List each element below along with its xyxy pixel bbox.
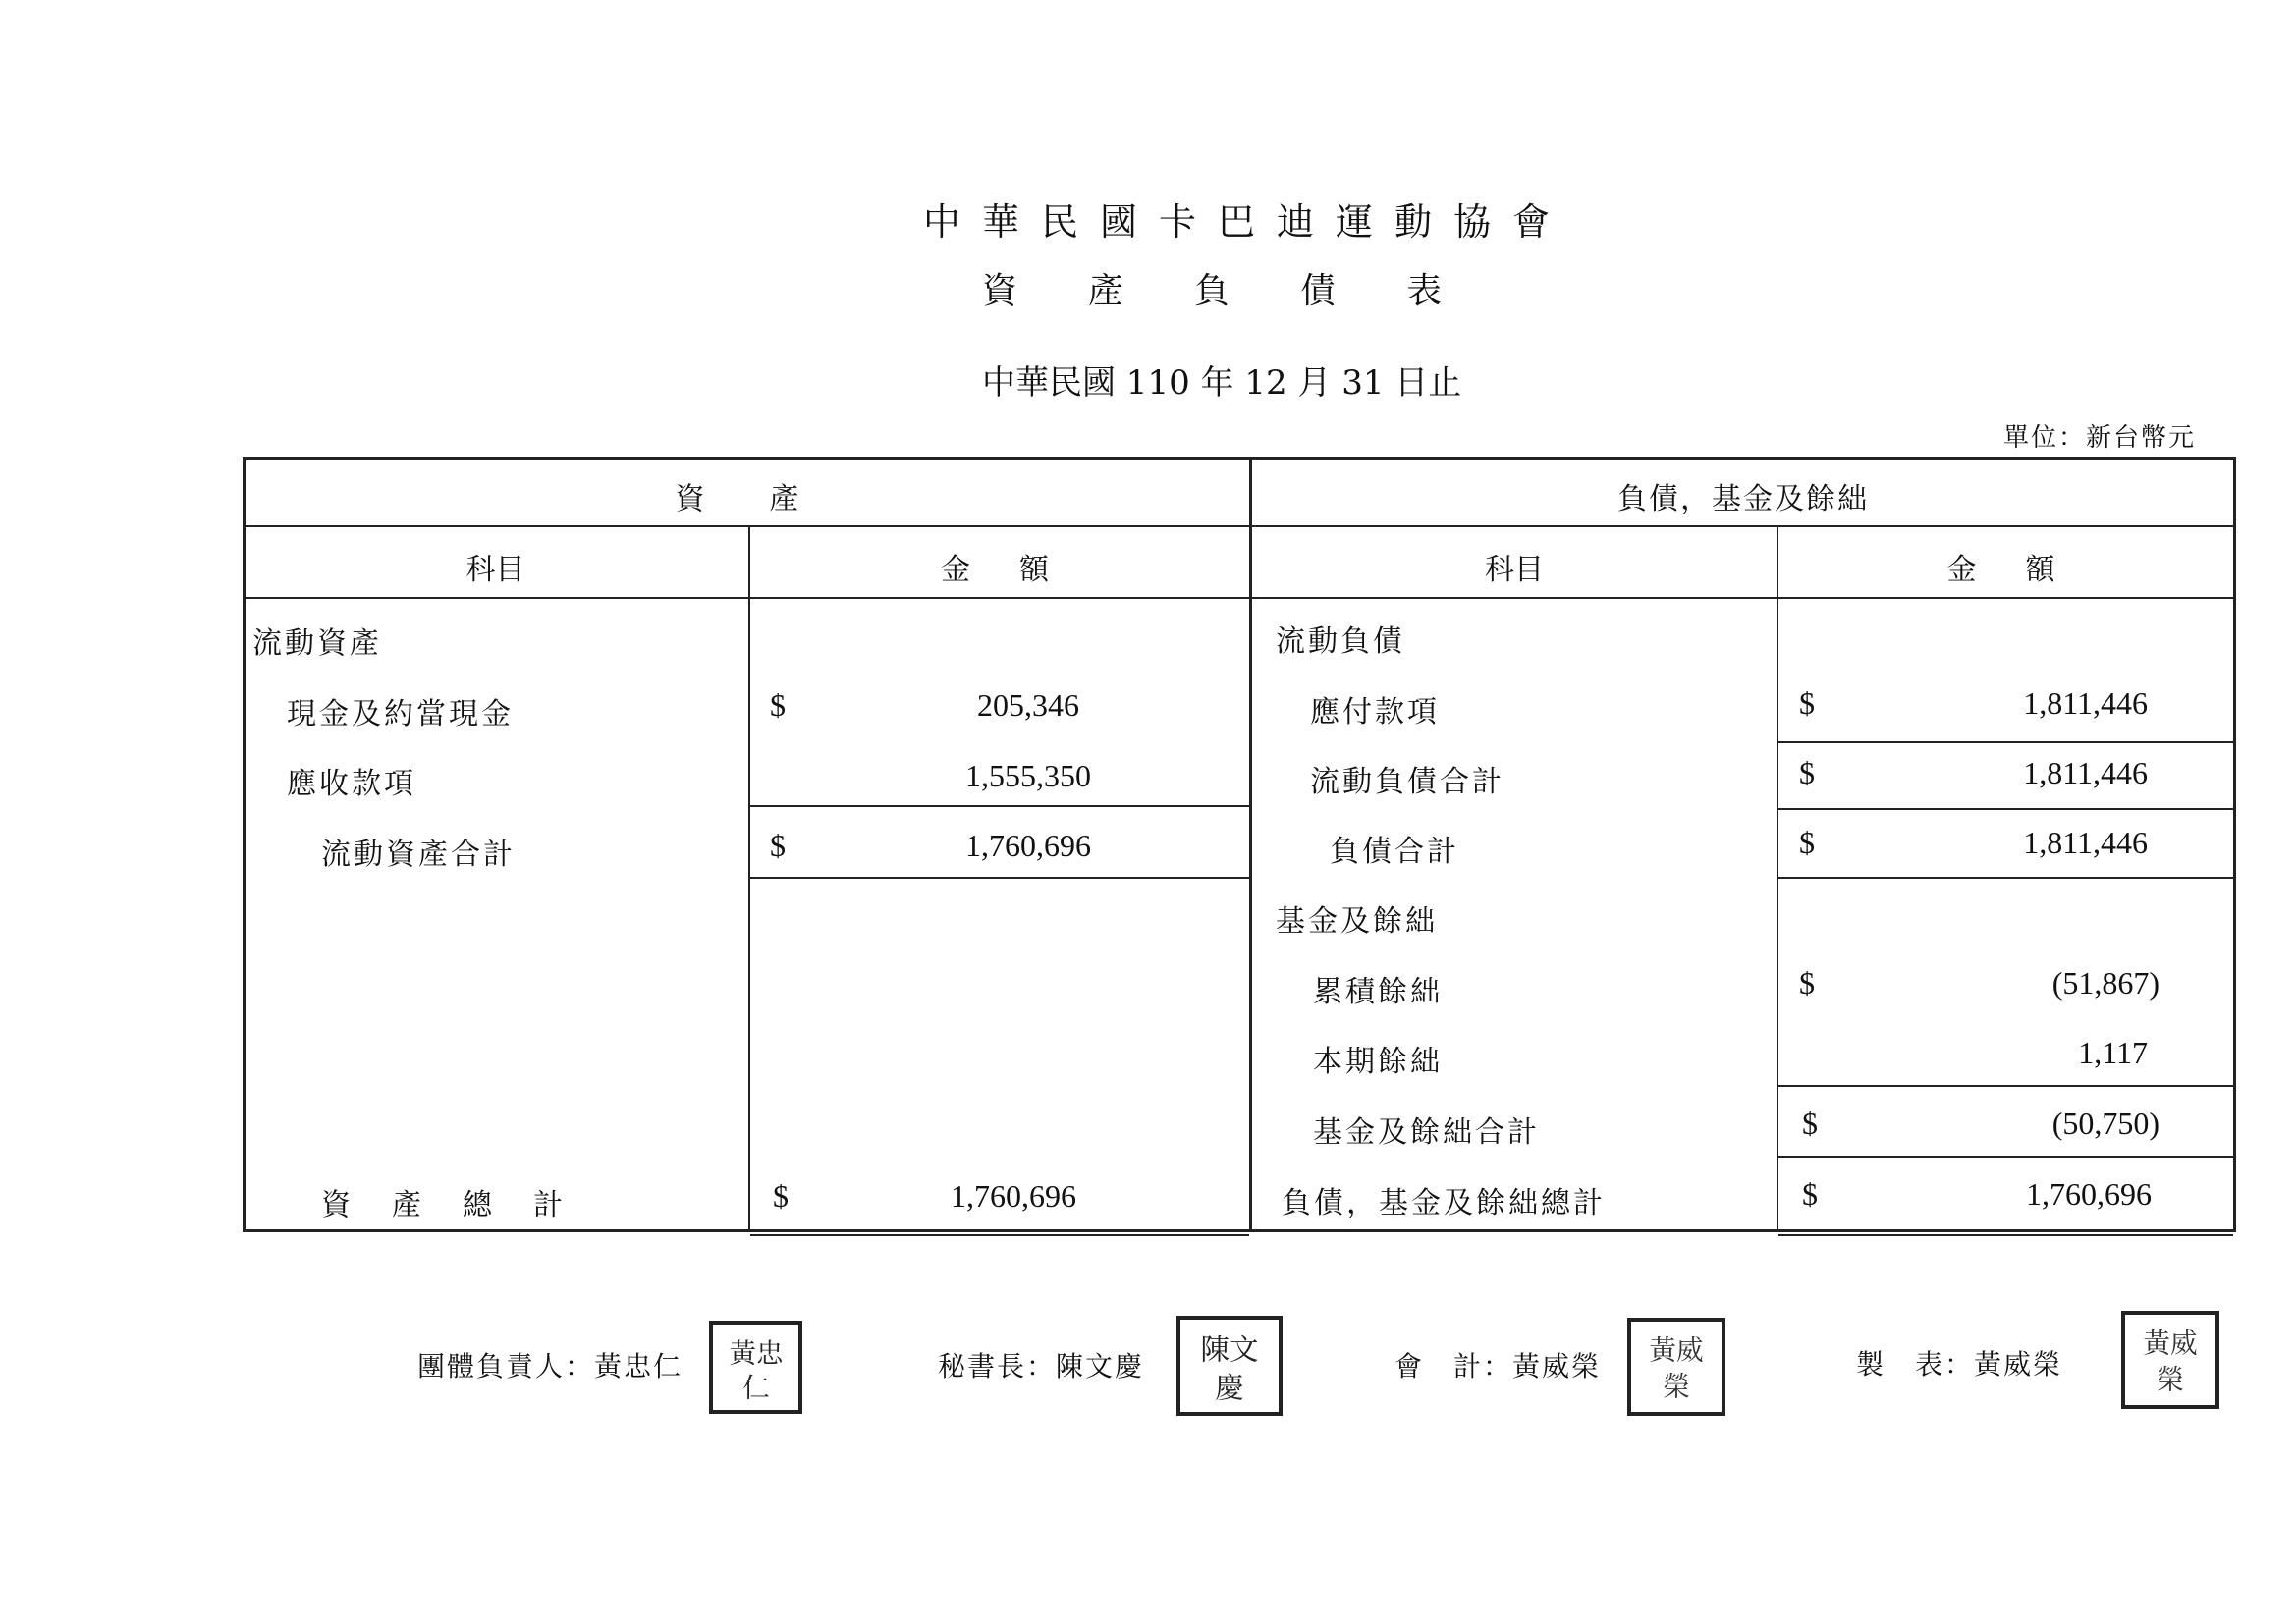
assets-grand-total-double-line bbox=[750, 1234, 1249, 1236]
assets-receivable-underline bbox=[750, 805, 1249, 807]
liabilities-total-amount: 1,811,446 bbox=[2023, 825, 2148, 860]
currency-unit: 單位：新台幣元 bbox=[2003, 423, 2197, 453]
accumulated-balance-amount: (51,867) bbox=[2051, 965, 2159, 1001]
liab-amount-col-divider bbox=[1777, 527, 1778, 1232]
svg-text:慶: 慶 bbox=[1215, 1371, 1244, 1405]
liabilities-total-dollar: $ bbox=[1799, 825, 1815, 860]
current-assets-total-dollar: $ bbox=[770, 828, 786, 863]
current-liabilities-label: 流動負債 bbox=[1276, 624, 1405, 659]
fund-balance-label: 基金及餘絀 bbox=[1276, 904, 1438, 939]
accumulated-balance-dollar: $ bbox=[1799, 965, 1815, 1001]
preparer-seal bbox=[2121, 1311, 2219, 1409]
table-border-bottom bbox=[243, 1229, 2236, 1232]
svg-text:黃忠: 黃忠 bbox=[729, 1338, 784, 1370]
accountant-seal bbox=[1627, 1318, 1725, 1416]
current-liabilities-total-amount: 1,811,446 bbox=[2023, 755, 2148, 790]
assets-subject-header: 科目 bbox=[465, 553, 525, 587]
fund-balance-total-label: 基金及餘絀合計 bbox=[1313, 1115, 1540, 1150]
accumulated-balance-label: 累積餘絀 bbox=[1313, 975, 1443, 1009]
svg-text:陳文: 陳文 bbox=[1200, 1332, 1259, 1367]
liab-fund-total-underline bbox=[1778, 1156, 2233, 1158]
current-liabilities-total-label: 流動負債合計 bbox=[1310, 765, 1504, 799]
liabilities-grand-total-label: 負債，基金及餘絀總計 bbox=[1282, 1186, 1606, 1220]
column-header-divider bbox=[243, 597, 2236, 599]
fund-balance-total-dollar: $ bbox=[1802, 1106, 1818, 1141]
cash-amount: 205,346 bbox=[977, 687, 1079, 723]
liab-period-underline bbox=[1778, 1085, 2233, 1087]
svg-text:黃威: 黃威 bbox=[1649, 1333, 1704, 1367]
organization-name: 中華民國卡巴迪運動協會 bbox=[923, 200, 1572, 244]
assets-grand-total-dollar: $ bbox=[773, 1178, 789, 1214]
receivable-label: 應收款項 bbox=[287, 767, 416, 801]
period-balance-amount: 1,117 bbox=[2078, 1035, 2148, 1070]
chairman-seal bbox=[709, 1321, 802, 1414]
chairman-signature: 團體負責人：黃忠仁 bbox=[417, 1350, 683, 1382]
assets-section-header: 資 產 bbox=[675, 482, 817, 516]
payable-amount: 1,811,446 bbox=[2023, 685, 2148, 721]
payable-label: 應付款項 bbox=[1310, 695, 1440, 730]
cash-label: 現金及約當現金 bbox=[287, 697, 514, 731]
table-border-right bbox=[2233, 457, 2236, 1232]
assets-grand-total-amount: 1,760,696 bbox=[951, 1178, 1076, 1214]
svg-text:黃威: 黃威 bbox=[2143, 1326, 2198, 1360]
svg-text:榮: 榮 bbox=[1663, 1370, 1690, 1403]
report-date: 中華民國 110 年 12 月 31 日止 bbox=[982, 363, 1462, 403]
secretary-seal bbox=[1176, 1316, 1283, 1416]
fund-balance-total-amount: (50,750) bbox=[2051, 1106, 2159, 1141]
header-divider bbox=[243, 525, 2236, 527]
liab-grand-total-double-line bbox=[1778, 1234, 2233, 1236]
assets-grand-total-label: 資 產 總 計 bbox=[321, 1188, 569, 1222]
svg-text:仁: 仁 bbox=[742, 1373, 770, 1404]
cash-dollar-sign: $ bbox=[770, 687, 786, 723]
liabilities-total-label: 負債合計 bbox=[1330, 835, 1459, 869]
period-balance-label: 本期餘絀 bbox=[1313, 1045, 1443, 1079]
liab-amount-header: 金 額 bbox=[1946, 553, 2065, 587]
liab-current-total-underline bbox=[1778, 808, 2233, 810]
current-assets-total-label: 流動資產合計 bbox=[321, 838, 516, 872]
preparer-signature: 製 表：黃威榮 bbox=[1856, 1348, 2063, 1380]
liabilities-grand-total-amount: 1,760,696 bbox=[2026, 1176, 2152, 1212]
document-title: 資 產 負 債 表 bbox=[982, 271, 1443, 311]
liab-subject-header: 科目 bbox=[1485, 553, 1544, 587]
assets-amount-col-divider bbox=[748, 527, 750, 1232]
secretary-signature: 秘書長：陳文慶 bbox=[938, 1350, 1145, 1382]
liabilities-grand-total-dollar: $ bbox=[1802, 1176, 1818, 1212]
liabilities-section-header: 負債，基金及餘絀 bbox=[1617, 482, 1869, 516]
assets-current-total-underline bbox=[750, 877, 1249, 879]
liab-total-underline bbox=[1778, 877, 2233, 879]
payable-dollar: $ bbox=[1799, 685, 1815, 721]
svg-text:榮: 榮 bbox=[2157, 1363, 2184, 1396]
assets-amount-header: 金 額 bbox=[941, 553, 1059, 587]
current-assets-label: 流動資產 bbox=[252, 626, 382, 661]
table-border-top bbox=[243, 457, 2236, 460]
balance-sheet-table bbox=[243, 457, 2236, 1232]
current-assets-total-amount: 1,760,696 bbox=[965, 828, 1091, 863]
current-liabilities-total-dollar: $ bbox=[1799, 755, 1815, 790]
accountant-signature: 會 計：黃威榮 bbox=[1394, 1350, 1602, 1382]
liab-payable-underline bbox=[1778, 741, 2233, 743]
receivable-amount: 1,555,350 bbox=[965, 758, 1091, 793]
